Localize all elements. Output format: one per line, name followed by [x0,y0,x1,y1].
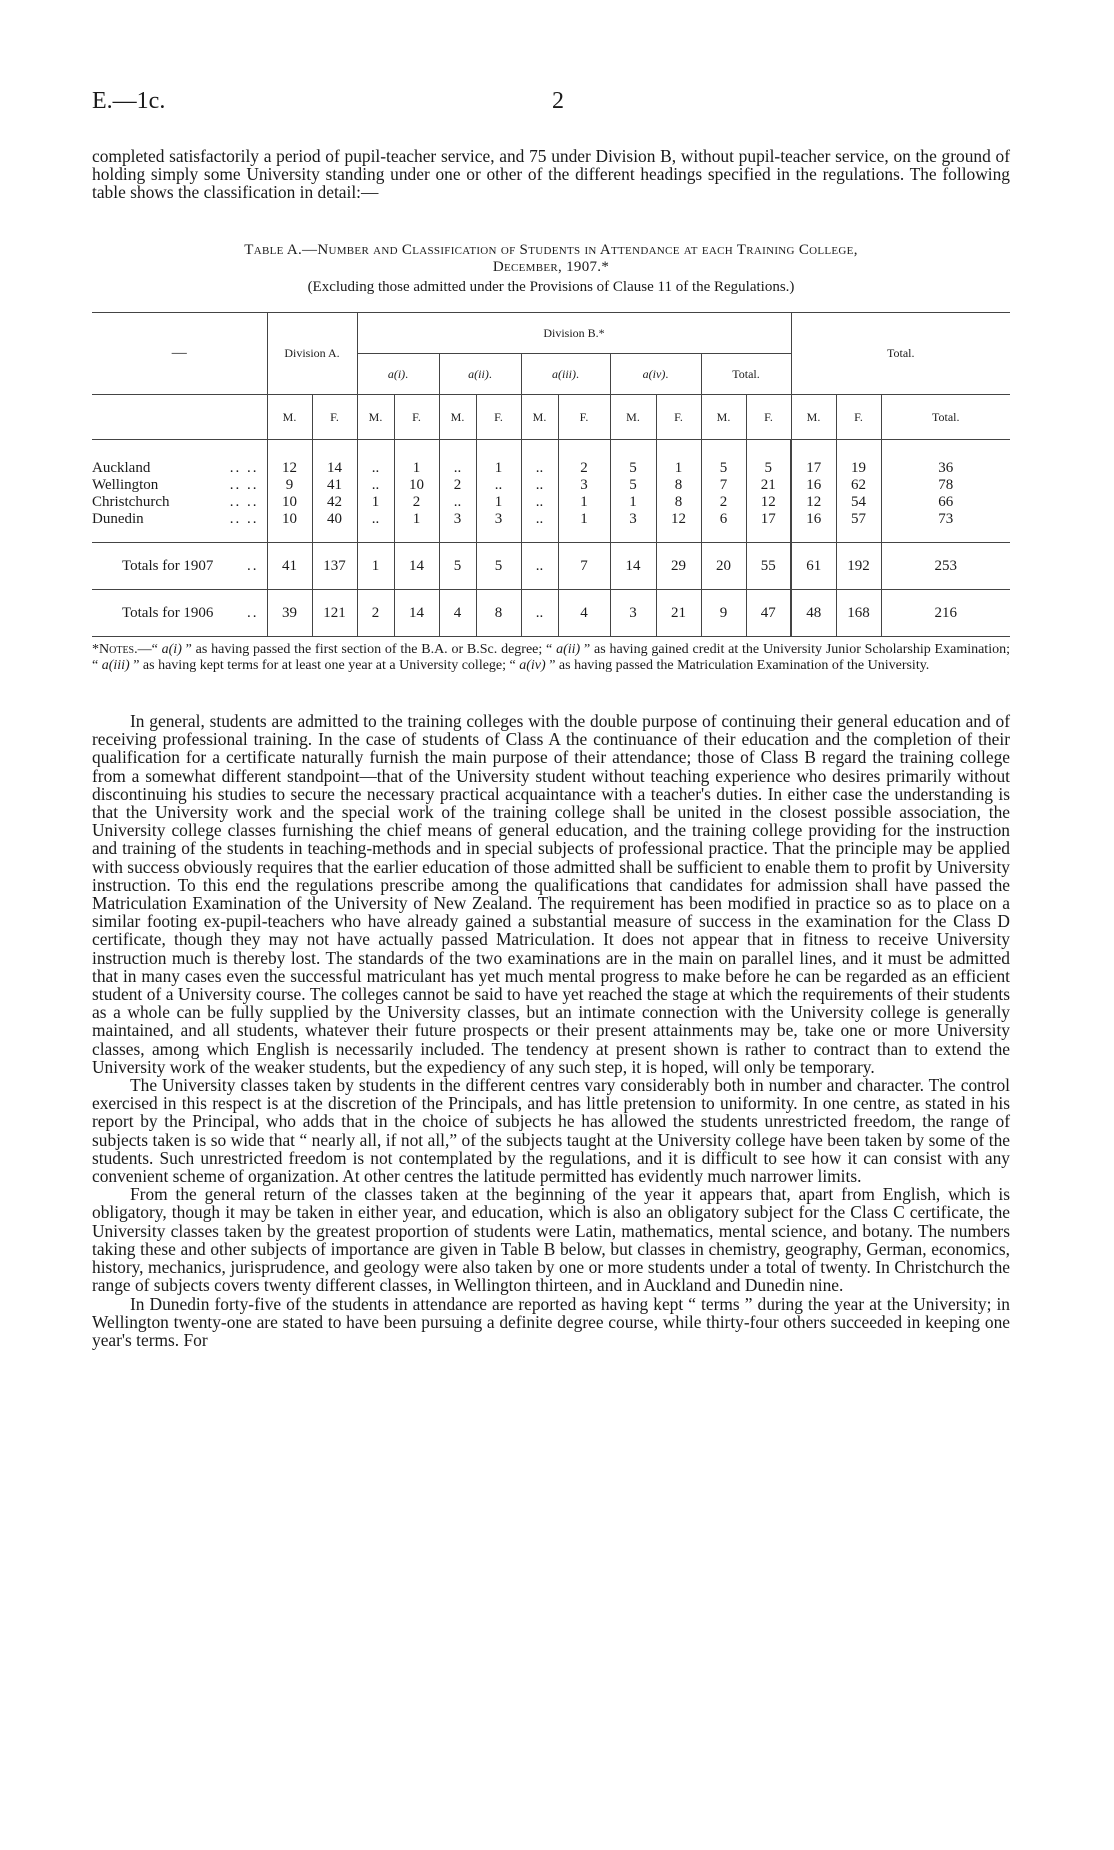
table-cell: 1 [394,440,439,478]
table-cell: 66 [881,494,1010,511]
paragraph: In general, students are admitted to the training colleges with the double purpose of continuing their general education and of receiving professional training. In the case of students of Class A the continuance of their education and the completion of their qualification for a certificate naturally furnish the main purpose of their attendance; those of Class B regard the training college from a somewhat different standpoint—that of the University student without teaching experience who desires primarily without discontinuing his studies to secure the necessary practical acquaintance with a teacher's duties. In either case the understanding is that the University work and the special work of the training college shall be united in the closest possible association, the University college classes furnishing the chief means of general education, and the training college providing for the instruction and training of the students in teaching-methods and in special subjects of professional practice. That the principle may be applied with success obviously requires that the earlier education of those admitted shall be sufficient to enable them to profit by University instruction. To this end the regulations prescribe among the qualifications that candidates for admission shall have passed the Matriculation Examination of the University of New Zealand. The requirement has been modified in practice so as to place on a similar footing ex-pupil-teachers who have already gained a substantial measure of success in the examination for the Class D certificate, though they may not have actually passed Matriculation. It does not appear that in fitness to receive University instruction much is thereby lost. The standards of the two examinations are in the main on parallel lines, and it must be admitted that in many cases even the successful matriculant has yet much mental progress to make before he can be regarded as an efficient student of a University course. The colleges cannot be said to have yet reached the stage at which the requirements of their students as a whole can be fully supplied by the University classes, but an intimate connection with the University college is generally maintained, and all students, whatever their future prospects or their present attainments may be, take one or more University classes, among which English is necessarily included. The tendency at present shown is rather to contract than to extend the University work of the weaker students, but the expediency of any such step, it is hoped, will only be temporary. [92,711,1010,1077]
table-cell: .. [357,511,394,543]
table-cell: 2 [558,440,610,478]
table-title-line2: December, 1907.* [492,259,610,275]
table-cell: 2 [357,590,394,637]
notes-label: *Notes. [92,642,138,657]
grand-total-header: Total. [791,313,1010,395]
row-label-cell [92,440,267,478]
stub-header: — [92,313,267,395]
table-notes [92,642,1010,674]
table-cell: 62 [836,477,881,494]
col-total: Total. [881,395,1010,440]
table-cell: 3 [439,511,476,543]
row-label: Totals for 1907 [122,557,214,574]
table-title: Table A.—Number and Classification of Students in Attendance at each Training College, [244,242,858,258]
table-cell: 14 [394,590,439,637]
table-cell: 14 [312,440,357,478]
table-cell: 73 [881,511,1010,543]
table-caption [92,242,1010,296]
col-m: M. [267,395,312,440]
table-cell: 7 [558,543,610,590]
body-text [92,712,1010,1349]
col-f: F. [312,395,357,440]
row-label-cell [92,477,267,494]
table-row [92,494,1010,511]
row-label-cell [92,511,267,543]
table-cell: 1 [394,511,439,543]
col-f: F. [836,395,881,440]
col-f: F. [656,395,701,440]
paragraph: From the general return of the classes taken at the beginning of the year it appears that, apart from English, which is obligatory, though it may be taken in either year, and education, which is also an obligatory subject for the Class C certificate, the University classes taken by the greatest proportion of students were Latin, mathematics, mental science, and botany. The numbers taking these and other subjects of importance are given in Table B below, but classes in chemistry, geography, German, economics, history, mechanics, jurisprudence, and geology were also taken by one or more students under a total of twenty. In Christchurch the range of subjects covers twenty different classes, in Wellington thirteen, and in Auckland and Dunedin nine. [92,1184,1010,1296]
totals-row [92,590,1010,637]
table-cell: 1 [656,440,701,478]
table-row [92,511,1010,543]
table-cell: 6 [701,511,746,543]
division-a-header: Division A. [267,313,357,395]
table-cell: .. [357,440,394,478]
leader-dots: .. [247,557,259,574]
table-cell: 3 [610,590,656,637]
table-cell: 121 [312,590,357,637]
intro-paragraph: completed satisfactorily a period of pupil-teacher service, and 75 under Division B, without pupil-teacher service, on the ground of holding simply some University standing under one or other of the different headings specified in the regulations. The following table shows the classification in detail:— [92,146,1010,203]
table-cell: 1 [476,494,521,511]
table-cell: 1 [610,494,656,511]
table-cell: 5 [439,543,476,590]
table-cell: 17 [791,440,836,478]
table-cell: 21 [746,477,791,494]
table-cell: 16 [791,511,836,543]
table-cell: 7 [701,477,746,494]
table-cell: 2 [439,477,476,494]
table-cell: 12 [267,440,312,478]
table-cell: 10 [267,494,312,511]
row-label: Dunedin [92,511,144,527]
table-cell: 216 [881,590,1010,637]
table-cell: 57 [836,511,881,543]
table-cell: 8 [476,590,521,637]
table-cell: 12 [746,494,791,511]
table-cell: 20 [701,543,746,590]
table-cell: 3 [476,511,521,543]
sub-aii-header: a(ii). [439,354,521,395]
table-cell: .. [521,511,558,543]
table-body [92,440,1010,637]
table-cell: 14 [610,543,656,590]
table-cell: 1 [357,494,394,511]
row-label: Wellington [92,477,159,493]
paragraph: In Dunedin forty-five of the students in attendance are reported as having kept “ terms ” during the year at the University; in Wellington twenty-one are stated to have been pursuing a definite degree course, while thirty-four others succeeded in keeping one year's terms. For [92,1293,1010,1350]
table-cell: 5 [476,543,521,590]
table-cell: 5 [701,440,746,478]
row-label: Auckland [92,460,151,476]
table-cell: .. [357,477,394,494]
table-cell: 36 [881,440,1010,478]
stub-blank [92,395,267,440]
table-cell: 19 [836,440,881,478]
leader-dots: .. [247,604,259,621]
table-cell: 16 [791,477,836,494]
table-cell: 12 [791,494,836,511]
table-cell: 29 [656,543,701,590]
table-cell: 5 [610,477,656,494]
table-cell: 137 [312,543,357,590]
page-number: 2 [552,88,564,114]
table-cell: .. [476,477,521,494]
sub-total-header: Total. [701,354,791,395]
header-row-3 [92,395,1010,440]
table-cell: 39 [267,590,312,637]
table-cell: 2 [701,494,746,511]
col-m: M. [701,395,746,440]
document-code: E.—1c. [92,88,166,114]
table-cell: 3 [558,477,610,494]
col-m: M. [791,395,836,440]
table-cell: 1 [357,543,394,590]
totals-row [92,543,1010,590]
table-cell: 5 [610,440,656,478]
row-label: Totals for 1906 [122,604,214,621]
col-f: F. [746,395,791,440]
table-cell: 253 [881,543,1010,590]
table-cell: 54 [836,494,881,511]
division-b-header: Division B.* [357,313,791,354]
table-cell: 55 [746,543,791,590]
col-m: M. [439,395,476,440]
table-cell: 61 [791,543,836,590]
table-cell: 12 [656,511,701,543]
leader-dots: .. .. [229,511,259,527]
table-cell: 41 [312,477,357,494]
table-cell: .. [521,477,558,494]
table-cell: 168 [836,590,881,637]
leader-dots: .. .. [229,477,259,493]
notes-text: —“ a(i) ” as having passed the first section of the B.A. or B.Sc. degree; “ a(ii) ” as having gained credit at the University Junior Scholarship Examination; “ a(iii) ” as having kept terms for at least one year at a University college; “ a(iv) ” as having passed the Matriculation Examination of the University. [92,642,1010,673]
table-cell: 8 [656,494,701,511]
table-cell: .. [439,494,476,511]
col-f: F. [394,395,439,440]
table-cell: 3 [610,511,656,543]
classification-table [92,312,1010,637]
table-cell: 5 [746,440,791,478]
sub-aiii-header: a(iii). [521,354,610,395]
table-cell: .. [521,543,558,590]
table-row [92,477,1010,494]
table-cell: 1 [558,494,610,511]
col-f: F. [558,395,610,440]
row-label: Christchurch [92,494,170,510]
table-cell: 10 [267,511,312,543]
table-cell: 78 [881,477,1010,494]
table-cell: 41 [267,543,312,590]
table-cell: 9 [701,590,746,637]
table-cell: .. [521,440,558,478]
page-header [92,88,1022,118]
table-row [92,440,1010,478]
table-subtitle: (Excluding those admitted under the Provisions of Clause 11 of the Regulations.) [307,279,795,295]
leader-dots: .. .. [229,494,259,510]
table-cell: 9 [267,477,312,494]
paragraph: The University classes taken by students in the different centres vary considerably both in number and character. The control exercised in this respect is at the discretion of the Principals, and has little pretension to uniformity. In one centre, as stated in his report by the Principal, who adds that in the choice of subjects he has allowed the students unrestricted freedom, the range of subjects taken is so wide that “ nearly all, if not all,” of the subjects taught at the University college have been taken by some of the students. Such unrestricted freedom is not contemplated by the regulations, and it is difficult to see how it can consist with any convenient scheme of organization. At other centres the latitude permitted has evidently much narrower limits. [92,1075,1010,1187]
table-cell: 17 [746,511,791,543]
table-cell: 48 [791,590,836,637]
sub-ai-header: a(i). [357,354,439,395]
col-m: M. [610,395,656,440]
col-f: F. [476,395,521,440]
col-m: M. [357,395,394,440]
row-label-cell [92,494,267,511]
table-cell: 1 [558,511,610,543]
table-cell: 2 [394,494,439,511]
table-cell: .. [439,440,476,478]
table-cell: 21 [656,590,701,637]
table-cell: 10 [394,477,439,494]
table-cell: 192 [836,543,881,590]
table-cell: .. [521,590,558,637]
table-cell: 47 [746,590,791,637]
table-cell: 4 [558,590,610,637]
table-cell: 42 [312,494,357,511]
row-label-cell [92,543,267,590]
table-cell: .. [521,494,558,511]
table-cell: 40 [312,511,357,543]
table-cell: 14 [394,543,439,590]
row-label-cell [92,590,267,637]
table-cell: 8 [656,477,701,494]
leader-dots: .. .. [229,460,259,476]
sub-aiv-header: a(iv). [610,354,701,395]
table-cell: 1 [476,440,521,478]
table-cell: 4 [439,590,476,637]
header-row-1 [92,313,1010,354]
col-m: M. [521,395,558,440]
